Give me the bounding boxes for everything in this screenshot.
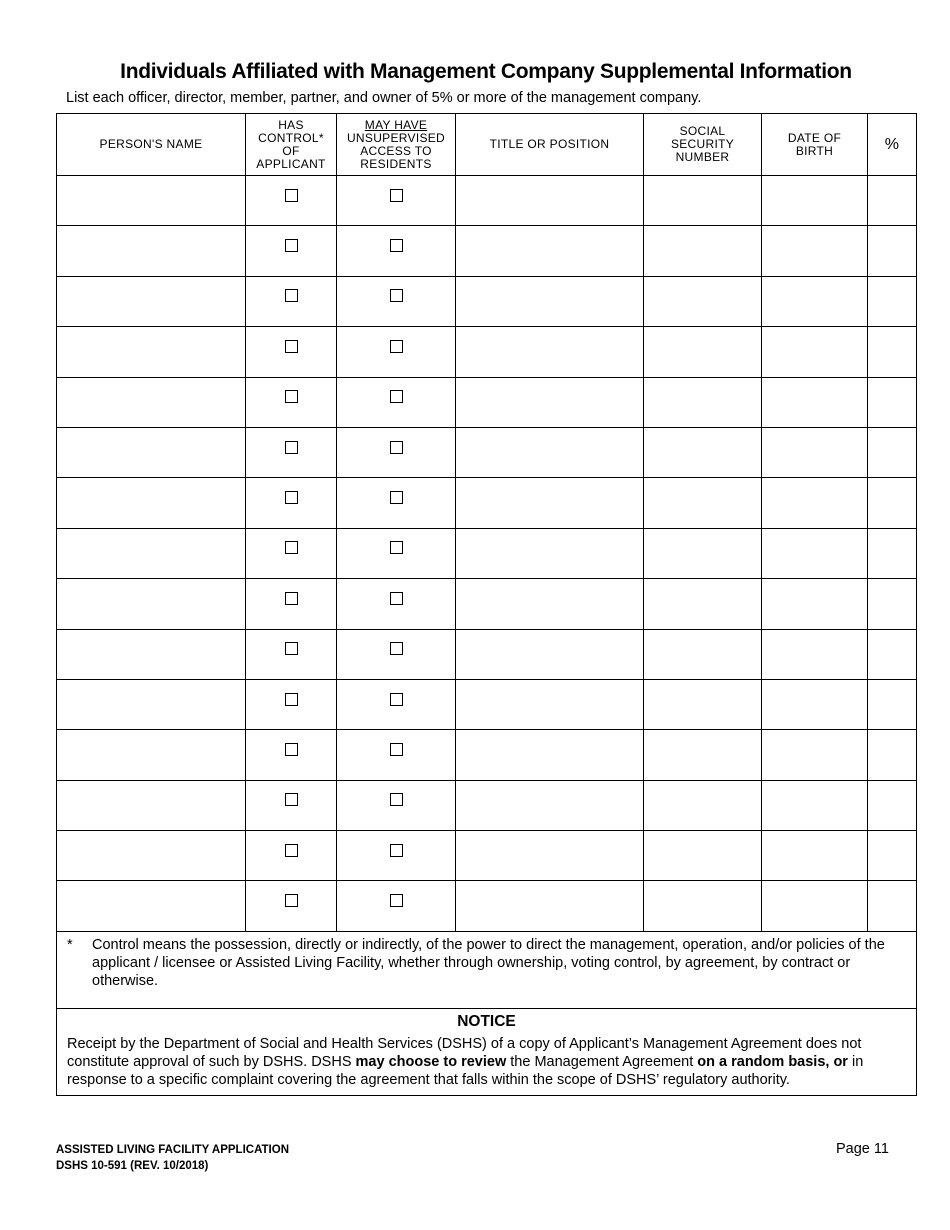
- date-of-birth-cell[interactable]: [762, 679, 868, 729]
- person-name-cell[interactable]: [57, 881, 246, 931]
- notice-cell: [57, 1008, 917, 1095]
- unsupervised-access-checkbox[interactable]: [390, 844, 403, 857]
- unsupervised-access-checkbox[interactable]: [390, 592, 403, 605]
- has-control-checkbox[interactable]: [285, 189, 298, 202]
- footnote-text: Control means the possession, directly or indirectly, of the power to direct the management, operation, and/or policies of the applicant / licensee or Assisted Living Facility, whether through ownership, voting control, by agreement, by contract or otherwise.: [92, 936, 885, 989]
- ssn-cell[interactable]: [644, 226, 762, 276]
- person-name-cell[interactable]: [57, 579, 246, 629]
- unsupervised-access-cell: [337, 780, 456, 830]
- person-name-cell[interactable]: [57, 478, 246, 528]
- person-name-cell[interactable]: [57, 176, 246, 226]
- ssn-cell[interactable]: [644, 831, 762, 881]
- unsupervised-access-checkbox[interactable]: [390, 541, 403, 554]
- unsupervised-access-cell: [337, 377, 456, 427]
- table-row: [57, 276, 917, 326]
- date-of-birth-cell[interactable]: [762, 579, 868, 629]
- unsupervised-access-cell: [337, 679, 456, 729]
- unsupervised-access-cell: [337, 226, 456, 276]
- date-of-birth-cell[interactable]: [762, 780, 868, 830]
- percent-cell[interactable]: [868, 327, 917, 377]
- col-header-persons-name: PERSON'S NAME: [57, 114, 246, 176]
- footnote-cell: [57, 931, 917, 1008]
- unsupervised-access-checkbox[interactable]: [390, 441, 403, 454]
- has-control-cell: [246, 176, 337, 226]
- percent-cell[interactable]: [868, 679, 917, 729]
- table-row: [57, 176, 917, 226]
- unsupervised-access-checkbox[interactable]: [390, 642, 403, 655]
- title-position-cell[interactable]: [456, 528, 644, 578]
- page-title: Individuals Affiliated with Management Company Supplemental Information: [120, 60, 852, 83]
- title-position-cell[interactable]: [456, 226, 644, 276]
- table-row: [57, 528, 917, 578]
- has-control-checkbox[interactable]: [285, 894, 298, 907]
- col-header-title-position: TITLE OR POSITION: [456, 114, 644, 176]
- title-position-cell[interactable]: [456, 276, 644, 326]
- has-control-checkbox[interactable]: [285, 592, 298, 605]
- ssn-cell[interactable]: [644, 478, 762, 528]
- percent-cell[interactable]: [868, 377, 917, 427]
- unsupervised-access-checkbox[interactable]: [390, 793, 403, 806]
- title-position-cell[interactable]: [456, 176, 644, 226]
- date-of-birth-cell[interactable]: [762, 730, 868, 780]
- title-position-cell[interactable]: [456, 881, 644, 931]
- col-header-has-control: HAS CONTROL* OF APPLICANT: [246, 114, 337, 176]
- percent-cell[interactable]: [868, 629, 917, 679]
- table-body: [57, 176, 917, 932]
- unsupervised-access-cell: [337, 327, 456, 377]
- date-of-birth-cell[interactable]: [762, 831, 868, 881]
- percent-cell[interactable]: [868, 226, 917, 276]
- ssn-cell[interactable]: [644, 679, 762, 729]
- date-of-birth-cell[interactable]: [762, 881, 868, 931]
- unsupervised-access-cell: [337, 629, 456, 679]
- has-control-checkbox[interactable]: [285, 693, 298, 706]
- title-position-cell[interactable]: [456, 579, 644, 629]
- has-control-checkbox[interactable]: [285, 491, 298, 504]
- unsupervised-access-cell: [337, 276, 456, 326]
- page-number: Page 11: [836, 1141, 889, 1157]
- has-control-cell: [246, 427, 337, 477]
- title-position-cell[interactable]: [456, 730, 644, 780]
- has-control-cell: [246, 478, 337, 528]
- unsupervised-access-cell: [337, 831, 456, 881]
- unsupervised-access-checkbox[interactable]: [390, 693, 403, 706]
- person-name-cell[interactable]: [57, 679, 246, 729]
- col-header-percent: %: [868, 114, 917, 176]
- unsupervised-access-cell: [337, 881, 456, 931]
- title-position-cell[interactable]: [456, 831, 644, 881]
- ssn-cell[interactable]: [644, 629, 762, 679]
- footnote-marker: *: [67, 936, 73, 953]
- percent-cell[interactable]: [868, 831, 917, 881]
- table-row: [57, 327, 917, 377]
- table-row: [57, 679, 917, 729]
- date-of-birth-cell[interactable]: [762, 226, 868, 276]
- has-control-cell: [246, 679, 337, 729]
- has-control-cell: [246, 629, 337, 679]
- table-row: [57, 780, 917, 830]
- col-header-date-of-birth: DATE OF BIRTH: [762, 114, 868, 176]
- has-control-checkbox[interactable]: [285, 844, 298, 857]
- form-number: DSHS 10-591 (REV. 10/2018): [56, 1160, 209, 1172]
- date-of-birth-cell[interactable]: [762, 327, 868, 377]
- percent-cell[interactable]: [868, 730, 917, 780]
- person-name-cell[interactable]: [57, 377, 246, 427]
- date-of-birth-cell[interactable]: [762, 276, 868, 326]
- person-name-cell[interactable]: [57, 780, 246, 830]
- percent-cell[interactable]: [868, 881, 917, 931]
- percent-cell[interactable]: [868, 478, 917, 528]
- unsupervised-access-cell: [337, 427, 456, 477]
- unsupervised-access-checkbox[interactable]: [390, 743, 403, 756]
- has-control-cell: [246, 276, 337, 326]
- person-name-cell[interactable]: [57, 629, 246, 679]
- ssn-cell[interactable]: [644, 780, 762, 830]
- header-row: [57, 114, 917, 176]
- ssn-cell[interactable]: [644, 881, 762, 931]
- unsupervised-access-cell: [337, 528, 456, 578]
- footnote-row: [57, 931, 917, 1008]
- person-name-cell[interactable]: [57, 276, 246, 326]
- has-control-checkbox[interactable]: [285, 289, 298, 302]
- ssn-cell[interactable]: [644, 427, 762, 477]
- percent-cell[interactable]: [868, 176, 917, 226]
- instructions: List each officer, director, member, partner, and owner of 5% or more of the management company.: [66, 90, 702, 106]
- title-position-cell[interactable]: [456, 780, 644, 830]
- title-position-cell[interactable]: [456, 327, 644, 377]
- has-control-cell: [246, 226, 337, 276]
- percent-cell[interactable]: [868, 427, 917, 477]
- unsupervised-access-checkbox[interactable]: [390, 894, 403, 907]
- has-control-checkbox[interactable]: [285, 390, 298, 403]
- unsupervised-access-checkbox[interactable]: [390, 340, 403, 353]
- has-control-checkbox[interactable]: [285, 239, 298, 252]
- notice-row: [57, 1008, 917, 1095]
- percent-cell[interactable]: [868, 528, 917, 578]
- person-name-cell[interactable]: [57, 528, 246, 578]
- person-name-cell[interactable]: [57, 831, 246, 881]
- date-of-birth-cell[interactable]: [762, 377, 868, 427]
- unsupervised-access-cell: [337, 478, 456, 528]
- has-control-checkbox[interactable]: [285, 441, 298, 454]
- has-control-cell: [246, 528, 337, 578]
- col-header-ssn: SOCIAL SECURITY NUMBER: [644, 114, 762, 176]
- form-name: ASSISTED LIVING FACILITY APPLICATION: [56, 1144, 289, 1156]
- table-row: [57, 629, 917, 679]
- has-control-cell: [246, 831, 337, 881]
- percent-cell[interactable]: [868, 579, 917, 629]
- has-control-cell: [246, 780, 337, 830]
- table-row: [57, 831, 917, 881]
- unsupervised-access-checkbox[interactable]: [390, 239, 403, 252]
- ssn-cell[interactable]: [644, 327, 762, 377]
- date-of-birth-cell[interactable]: [762, 478, 868, 528]
- ssn-cell[interactable]: [644, 579, 762, 629]
- affiliated-individuals-table: [56, 113, 917, 1096]
- has-control-checkbox[interactable]: [285, 793, 298, 806]
- unsupervised-access-cell: [337, 579, 456, 629]
- table-row: [57, 377, 917, 427]
- person-name-cell[interactable]: [57, 427, 246, 477]
- table-row: [57, 881, 917, 931]
- unsupervised-access-cell: [337, 730, 456, 780]
- col-header-unsupervised-access: MAY HAVE UNSUPERVISED ACCESS TO RESIDENTS: [337, 114, 456, 176]
- ssn-cell[interactable]: [644, 528, 762, 578]
- ssn-cell[interactable]: [644, 276, 762, 326]
- table-row: [57, 427, 917, 477]
- table-row: [57, 478, 917, 528]
- ssn-cell[interactable]: [644, 377, 762, 427]
- percent-cell[interactable]: [868, 780, 917, 830]
- has-control-cell: [246, 730, 337, 780]
- table-row: [57, 226, 917, 276]
- has-control-cell: [246, 377, 337, 427]
- title-position-cell[interactable]: [456, 629, 644, 679]
- date-of-birth-cell[interactable]: [762, 528, 868, 578]
- notice-heading: NOTICE: [457, 1012, 516, 1030]
- percent-cell[interactable]: [868, 276, 917, 326]
- person-name-cell[interactable]: [57, 226, 246, 276]
- notice-text: Receipt by the Department of Social and Health Services (DSHS) of a copy of Applicant’s Management Agreement does not constitute approval of such by DSHS. DSHS may choose to review the Management Agreement on a random basis, or in response to a specific complaint covering the agreement that falls within the scope of DSHS’ regulatory authority.: [67, 1035, 864, 1088]
- table-row: [57, 730, 917, 780]
- person-name-cell[interactable]: [57, 327, 246, 377]
- table-row: [57, 579, 917, 629]
- unsupervised-access-checkbox[interactable]: [390, 289, 403, 302]
- has-control-cell: [246, 881, 337, 931]
- unsupervised-access-checkbox[interactable]: [390, 390, 403, 403]
- has-control-checkbox[interactable]: [285, 541, 298, 554]
- ssn-cell[interactable]: [644, 730, 762, 780]
- ssn-cell[interactable]: [644, 176, 762, 226]
- has-control-checkbox[interactable]: [285, 340, 298, 353]
- title-position-cell[interactable]: [456, 427, 644, 477]
- has-control-checkbox[interactable]: [285, 743, 298, 756]
- title-position-cell[interactable]: [456, 679, 644, 729]
- date-of-birth-cell[interactable]: [762, 427, 868, 477]
- has-control-cell: [246, 579, 337, 629]
- has-control-checkbox[interactable]: [285, 642, 298, 655]
- footnote: [67, 936, 908, 990]
- title-position-cell[interactable]: [456, 478, 644, 528]
- unsupervised-access-checkbox[interactable]: [390, 491, 403, 504]
- unsupervised-access-cell: [337, 176, 456, 226]
- date-of-birth-cell[interactable]: [762, 176, 868, 226]
- person-name-cell[interactable]: [57, 730, 246, 780]
- has-control-cell: [246, 327, 337, 377]
- title-position-cell[interactable]: [456, 377, 644, 427]
- unsupervised-access-checkbox[interactable]: [390, 189, 403, 202]
- date-of-birth-cell[interactable]: [762, 629, 868, 679]
